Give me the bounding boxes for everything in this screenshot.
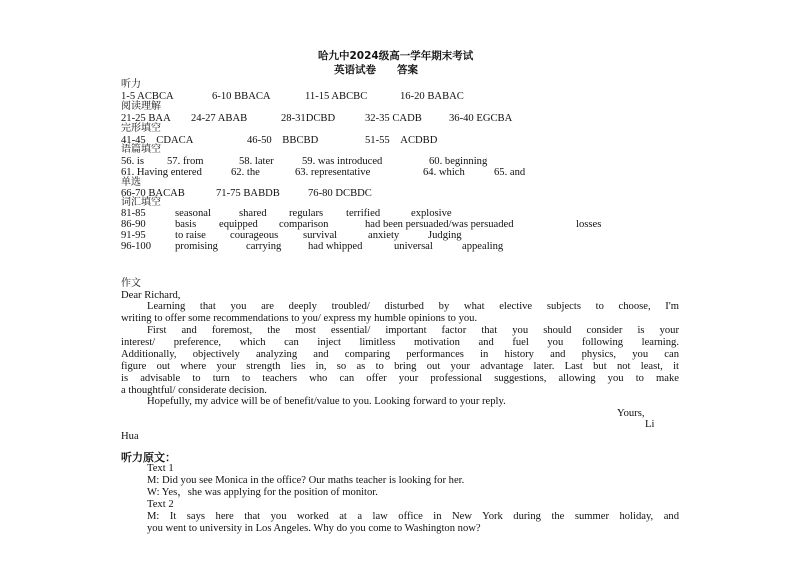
grammar-fill-row-2 [121, 167, 541, 179]
essay-line: is advisable to turn to teachers who can offer your professional suggestions, allowing you to make [121, 373, 679, 384]
answer-item: 58. later [239, 156, 274, 167]
answer-item: 62. the [231, 167, 260, 178]
vocab-word: Judging [428, 230, 462, 241]
answer-group: 24-27 ABAB [191, 113, 248, 124]
essay-line: figure out where your strength lies in, so as to bring out your advantage later. Last but not least, it [121, 361, 679, 372]
essay-line: Additionally, objectively analyzing and comparing performances in history and physics, you can [121, 349, 679, 360]
essay-line: First and foremost, the most essential/ important factor that you should consider is your [147, 325, 679, 336]
vocab-word: universal [394, 241, 433, 252]
transcript-line: M: Did you see Monica in the office? Our maths teacher is looking for her. [147, 475, 465, 486]
answer-item: 64. which [423, 167, 465, 178]
answer-group: 76-80 DCBDC [308, 188, 372, 199]
vocab-word: had whipped [308, 241, 363, 252]
transcript-line: Text 2 [147, 499, 174, 510]
document-subtitle: 英语试卷 答案 [334, 64, 418, 76]
vocab-range: 81-85 [121, 208, 146, 219]
essay-line: Hopefully, my advice will be of benefit/value to you. Looking forward to your reply. [147, 396, 506, 407]
transcript-line: W: Yes，she was applying for the position of monitor. [147, 487, 378, 498]
essay-line: interest/ preference, which can inject limitless motivation and fuel you following learning. [121, 337, 679, 348]
single-choice-heading: 单选 [121, 177, 141, 188]
answer-group: 51-55 ACDBD [365, 135, 438, 146]
vocab-word: regulars [289, 208, 324, 219]
reading-answers [121, 113, 561, 125]
essay-line: writing to offer some recommendations to you/ express my humble opinions to you. [121, 313, 478, 324]
answer-group: 1-5 ACBCA [121, 91, 174, 102]
vocab-range: 96-100 [121, 241, 152, 252]
essay-signature-first: Li [645, 419, 655, 430]
vocab-word: promising [175, 241, 218, 252]
answer-group: 46-50 BBCBD [247, 135, 319, 146]
grammar-fill-heading: 语篇填空 [121, 144, 161, 155]
vocab-word: explosive [411, 208, 452, 219]
transcript-line: you went to university in Los Angeles. Why do you come to Washington now? [147, 523, 481, 534]
answer-group: 36-40 EGCBA [449, 113, 513, 124]
vocab-range: 86-90 [121, 219, 146, 230]
answer-group: 11-15 ABCBC [305, 91, 368, 102]
answer-group: 41-45 CDACA [121, 135, 194, 146]
listening-answers [121, 91, 521, 103]
answer-item: 60. beginning [429, 156, 488, 167]
reading-heading: 阅读理解 [121, 101, 161, 112]
cloze-heading: 完形填空 [121, 123, 161, 134]
transcript-line: M: It says here that you worked at a law office in New York during the summer holiday, and [147, 511, 679, 522]
answer-item: 63. representative [295, 167, 371, 178]
cloze-answers [121, 135, 481, 147]
answer-group: 16-20 BABAC [400, 91, 464, 102]
vocab-word: anxiety [368, 230, 400, 241]
vocab-word: terrified [346, 208, 381, 219]
transcript-line: Text 1 [147, 463, 174, 474]
essay-closing: Yours, [617, 408, 645, 419]
answer-item: 65. and [494, 167, 526, 178]
answer-item: 57. from [167, 156, 204, 167]
answer-item: 56. is [121, 156, 144, 167]
vocab-word: seasonal [175, 208, 211, 219]
vocab-word: courageous [230, 230, 279, 241]
vocab-word: had been persuaded/was persuaded [365, 219, 514, 230]
transcript-heading: 听力原文： [121, 451, 176, 464]
essay-line: a thoughtful/ considerate decision. [121, 385, 267, 396]
vocab-word: shared [239, 208, 267, 219]
vocabulary-heading: 词汇填空 [121, 197, 161, 208]
answer-group: 66-70 BACAB [121, 188, 185, 199]
essay-line: Learning that you are deeply troubled/ disturbed by what elective subjects to choose, I'm [147, 301, 679, 312]
vocab-word: equipped [219, 219, 258, 230]
document-title: 哈九中2024级高一学年期末考试 [318, 50, 474, 62]
vocabulary-row [121, 241, 541, 253]
answer-group: 6-10 BBACA [212, 91, 271, 102]
vocab-word: to raise [175, 230, 206, 241]
vocab-word: comparison [279, 219, 329, 230]
vocab-word: basis [175, 219, 197, 230]
answer-group: 21-25 BAA [121, 113, 171, 124]
vocab-word: appealing [462, 241, 504, 252]
vocab-word: survival [303, 230, 338, 241]
answer-group: 28-31DCBD [281, 113, 336, 124]
answer-item: 61. Having entered [121, 167, 202, 178]
answer-group: 32-35 CADB [365, 113, 422, 124]
vocab-word: losses [576, 219, 602, 230]
essay-heading: 作文 [121, 278, 141, 289]
essay-signature-second: Hua [121, 431, 139, 442]
vocab-range: 91-95 [121, 230, 146, 241]
listening-heading: 听力 [121, 79, 141, 90]
essay-greeting: Dear Richard, [121, 290, 181, 301]
single-choice-answers [121, 188, 441, 200]
answer-group: 71-75 BABDB [216, 188, 280, 199]
vocab-word: carrying [246, 241, 282, 252]
answer-item: 59. was introduced [302, 156, 383, 167]
